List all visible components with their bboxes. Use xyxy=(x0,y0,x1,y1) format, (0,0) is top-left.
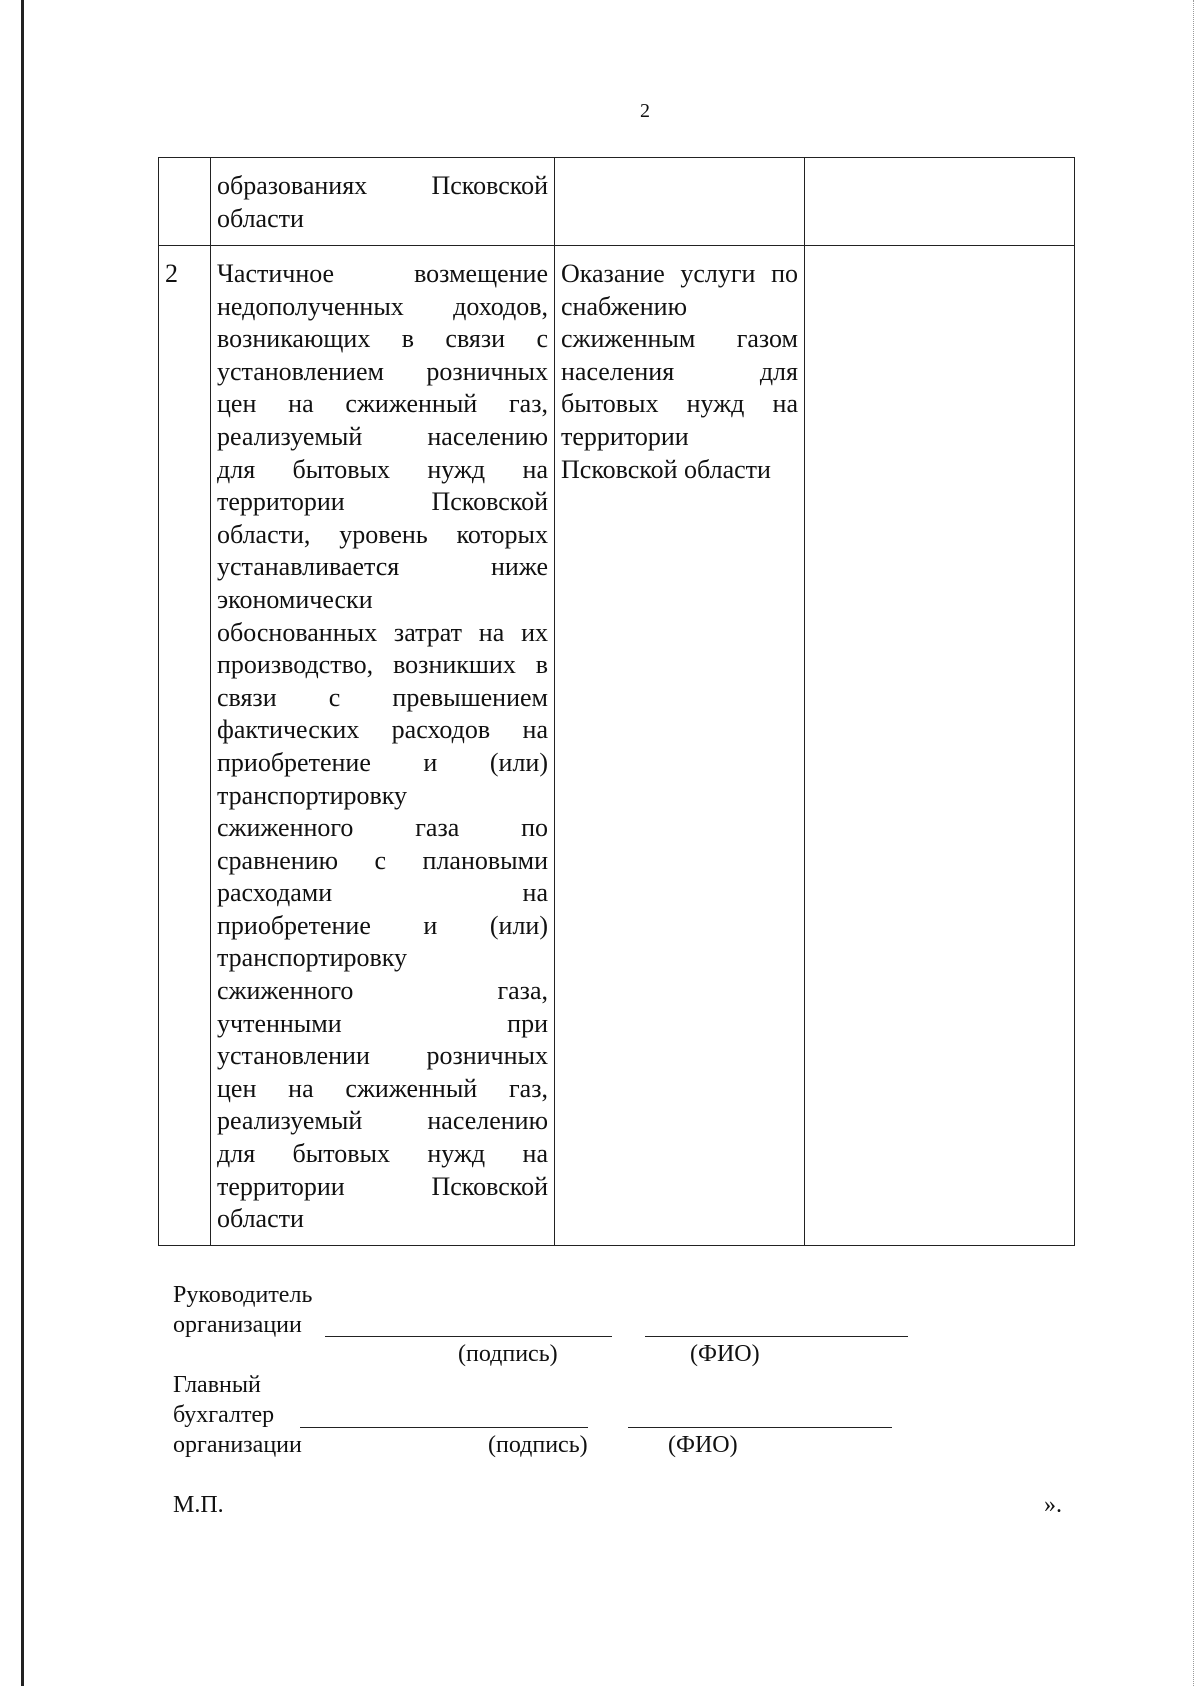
description-line: Частичное возмещение xyxy=(217,259,548,288)
description-line: недополученных доходов, xyxy=(217,291,548,321)
page-number: 2 xyxy=(640,100,650,122)
extra-cell xyxy=(805,246,1075,1246)
description-line: образованиях Псковской xyxy=(217,171,548,200)
scan-edge-right xyxy=(1193,0,1194,1686)
description-line: транспортировку xyxy=(217,943,408,973)
head-signature-line xyxy=(325,1336,612,1337)
description-line: для бытовых нужд на xyxy=(217,454,548,484)
description-line: возникающих в связи с xyxy=(217,324,548,354)
description-line: цен на сжиженный газ, xyxy=(217,389,548,419)
accountant-label-line-2: бухгалтер xyxy=(173,1402,275,1428)
description-line: области, уровень которых xyxy=(217,519,548,549)
description-line: области xyxy=(217,1204,304,1234)
description-line: экономически xyxy=(217,584,373,614)
description-line: расходами на xyxy=(217,878,548,908)
service-line: сжиженным газом xyxy=(561,324,798,354)
stamp-place-label: М.П. xyxy=(173,1492,224,1518)
accountant-signature-line xyxy=(300,1427,588,1428)
service-line: населения для xyxy=(561,356,798,386)
description-line: для бытовых нужд на xyxy=(217,1139,548,1169)
description-line: сжиженного газа, xyxy=(217,976,548,1006)
description-line: сжиженного газа по xyxy=(217,813,548,843)
description-line: приобретение и (или) xyxy=(217,747,548,777)
table-row-2 xyxy=(159,246,1075,1246)
subsidy-table xyxy=(158,157,1075,1246)
head-name-line xyxy=(645,1336,908,1337)
description-cell xyxy=(211,158,555,246)
description-line: фактических расходов на xyxy=(217,715,548,745)
service-cell xyxy=(555,158,805,246)
description-line: установлением розничных xyxy=(217,356,548,386)
service-line: Псковской области xyxy=(561,454,771,484)
description-line: учтенными при xyxy=(217,1008,548,1038)
service-cell xyxy=(555,246,805,1246)
service-line: Оказание услуги по xyxy=(561,259,798,288)
description-line: территории Псковской xyxy=(217,1171,548,1201)
description-line: территории Псковской xyxy=(217,487,548,517)
description-line: транспортировку xyxy=(217,780,408,810)
description-line: сравнению с плановыми xyxy=(217,845,548,875)
row-number-cell: 2 xyxy=(159,246,211,1246)
head-signature-caption: (подпись) xyxy=(458,1341,558,1367)
closing-quote: ». xyxy=(1044,1492,1062,1518)
description-line: обоснованных затрат на их xyxy=(217,617,548,647)
description-line: устанавливается ниже xyxy=(217,552,548,582)
head-label-line-1: Руководитель xyxy=(173,1282,313,1308)
description-cell xyxy=(211,246,555,1246)
accountant-label-line-1: Главный xyxy=(173,1372,261,1398)
description-line: цен на сжиженный газ, xyxy=(217,1073,548,1103)
description-line: области xyxy=(217,203,304,233)
service-line: территории xyxy=(561,421,689,451)
head-name-caption: (ФИО) xyxy=(690,1341,760,1367)
row-number-cell xyxy=(159,158,211,246)
service-line: бытовых нужд на xyxy=(561,389,798,419)
head-label-line-2: организации xyxy=(173,1312,302,1338)
description-line: приобретение и (или) xyxy=(217,910,548,940)
description-line: связи с превышением xyxy=(217,682,548,712)
description-line: производство, возникших в xyxy=(217,650,548,680)
accountant-name-caption: (ФИО) xyxy=(668,1432,738,1458)
accountant-signature-caption: (подпись) xyxy=(488,1432,588,1458)
description-line: реализуемый населению xyxy=(217,1106,548,1136)
table-row-continued xyxy=(159,158,1075,246)
description-line: реализуемый населению xyxy=(217,421,548,451)
accountant-name-line xyxy=(628,1427,892,1428)
accountant-label-line-3: организации xyxy=(173,1432,302,1458)
description-line: установлении розничных xyxy=(217,1041,548,1071)
scan-edge-left xyxy=(21,0,24,1686)
service-line: снабжению xyxy=(561,291,687,321)
extra-cell xyxy=(805,158,1075,246)
